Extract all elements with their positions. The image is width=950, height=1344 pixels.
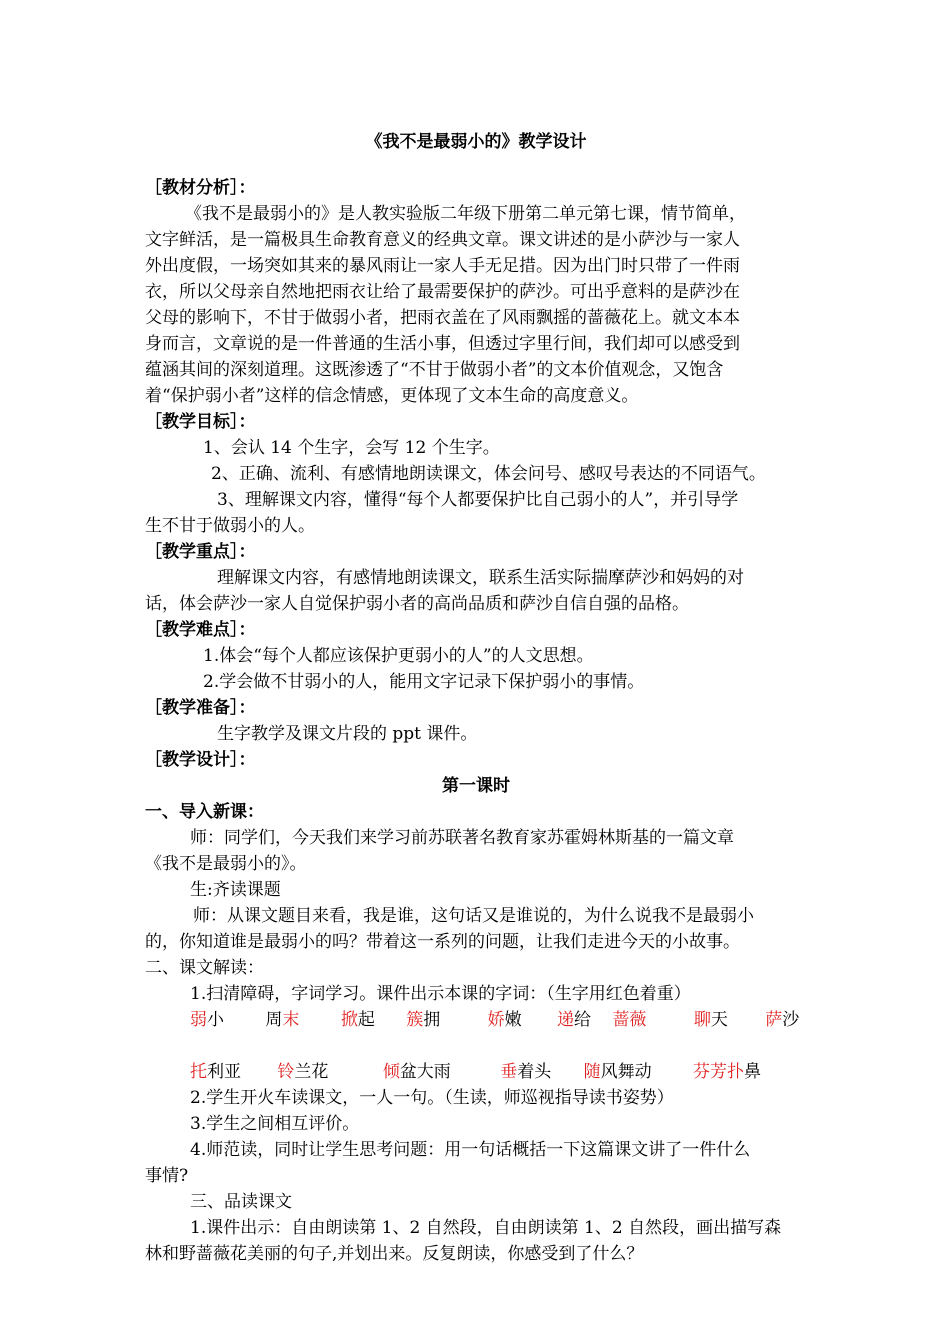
- explain-step: 4.师范读，同时让学生思考问题：用一句话概括一下这篇课文讲了一件什么: [190, 1140, 751, 1160]
- read-step: 林和野蔷薇花美丽的句子,并划出来。反复朗读，你感受到了什么？: [145, 1244, 644, 1264]
- difficult-heading: ［教学难点］：: [145, 620, 256, 640]
- explain-heading: 二、课文解读：: [145, 958, 264, 978]
- analysis-line: 父母的影响下，不甘于做弱小者，把雨衣盖在了风雨飘摇的蔷薇花上。就文本本: [145, 308, 740, 328]
- vocab-row-1: [145, 1007, 852, 1033]
- key-line: 理解课文内容，有感情地朗读课文，联系生活实际揣摩萨沙和妈妈的对: [217, 568, 744, 588]
- vocab-word: 随风舞动: [583, 1062, 652, 1082]
- vocab-word: 掀起: [340, 1010, 375, 1030]
- vocab-word: 弱小: [190, 1010, 224, 1030]
- explain-step: 2.学生开火车读课文，一人一句。（生读，师巡视指导读书姿势）: [190, 1088, 674, 1108]
- analysis-line: 身而言，文章说的是一件普通的生活小事，但透过字里行间，我们却可以感受到: [145, 334, 740, 354]
- lesson-title: 第一课时: [442, 776, 510, 796]
- vocab-word: 芬芳扑鼻: [693, 1062, 762, 1082]
- design-heading: ［教学设计］：: [145, 750, 256, 770]
- intro-heading: 一、导入新课：: [145, 802, 264, 822]
- goal-item: 3、理解课文内容，懂得“每个人都要保护比自己弱小的人”，并引导学: [217, 490, 739, 510]
- goal-item: 1、会认 14 个生字，会写 12 个生字。: [203, 438, 500, 458]
- intro-line: 师：从课文题目来看，我是谁，这句话又是谁说的，为什么说我不是最弱小: [193, 906, 754, 926]
- vocab-word: 倾盆大雨: [382, 1062, 451, 1082]
- explain-step: 事情?: [145, 1166, 189, 1186]
- difficult-line: 1.体会“每个人都应该保护更弱小的人”的人文思想。: [203, 646, 594, 666]
- vocab-word: 蔷薇: [612, 1010, 647, 1030]
- explain-step: 1.扫清障碍，字词学习。课件出示本课的字词：（生字用红色着重）: [190, 984, 691, 1004]
- vocab-word: 娇嫩: [487, 1010, 522, 1030]
- intro-line: 师：同学们，今天我们来学习前苏联著名教育家苏霍姆林斯基的一篇文章: [190, 828, 734, 848]
- vocab-word: 簇拥: [406, 1010, 441, 1030]
- goal-item: 生不甘于做弱小的人。: [145, 516, 315, 536]
- key-heading: ［教学重点］：: [145, 542, 256, 562]
- read-heading: 三、品读课文: [190, 1192, 292, 1212]
- intro-line: 《我不是最弱小的》。: [145, 854, 307, 874]
- prep-line: 生字教学及课文片段的 ppt 课件。: [217, 724, 478, 744]
- goal-item: 2、正确、流利、有感情地朗读课文，体会问号、感叹号表达的不同语气。: [211, 464, 766, 484]
- key-line: 话，体会萨沙一家人自觉保护弱小者的高尚品质和萨沙自信自强的品格。: [145, 594, 689, 614]
- analysis-heading: ［教材分析］：: [145, 178, 256, 198]
- analysis-line: 着“保护弱小者”这样的信念情感，更体现了文本生命的高度意义。: [145, 386, 639, 406]
- analysis-line: 外出度假，一场突如其来的暴风雨让一家人手无足措。因为出门时只带了一件雨: [145, 256, 740, 276]
- analysis-line: 文字鲜活，是一篇极具生命教育意义的经典文章。课文讲述的是小萨沙与一家人: [145, 230, 740, 250]
- vocab-word: 周末: [265, 1010, 300, 1030]
- vocab-word: 铃兰花: [277, 1062, 329, 1082]
- explain-step: 3.学生之间相互评价。: [190, 1114, 360, 1134]
- intro-line: 的，你知道谁是最弱小的吗？带着这一系列的问题，让我们走进今天的小故事。: [145, 932, 740, 952]
- analysis-line: 《我不是最弱小的》是人教实验版二年级下册第二单元第七课，情节简单，: [185, 204, 746, 224]
- read-step: 1.课件出示：自由朗读第 1、2 自然段，自由朗读第 1、2 自然段，画出描写森: [190, 1218, 782, 1238]
- vocab-word: 垂着头: [500, 1062, 552, 1082]
- intro-line: 生:齐读课题: [190, 880, 281, 900]
- vocab-word: 萨沙: [765, 1010, 800, 1030]
- document-title: 《我不是最弱小的》教学设计: [365, 132, 587, 152]
- prep-heading: ［教学准备］：: [145, 698, 256, 718]
- vocab-row-2: [145, 1059, 852, 1085]
- vocab-word: 托利亚: [190, 1062, 241, 1082]
- goals-heading: ［教学目标］：: [145, 412, 256, 432]
- analysis-line: 蕴涵其间的深刻道理。这既渗透了“不甘于做弱小者”的文本价值观念，又饱含: [145, 360, 724, 380]
- analysis-line: 衣，所以父母亲自然地把雨衣让给了最需要保护的萨沙。可出乎意料的是萨沙在: [145, 282, 740, 302]
- vocab-word: 聊天: [693, 1010, 728, 1030]
- difficult-line: 2.学会做不甘弱小的人，能用文字记录下保护弱小的事情。: [203, 672, 645, 692]
- vocab-word: 递给: [557, 1010, 592, 1030]
